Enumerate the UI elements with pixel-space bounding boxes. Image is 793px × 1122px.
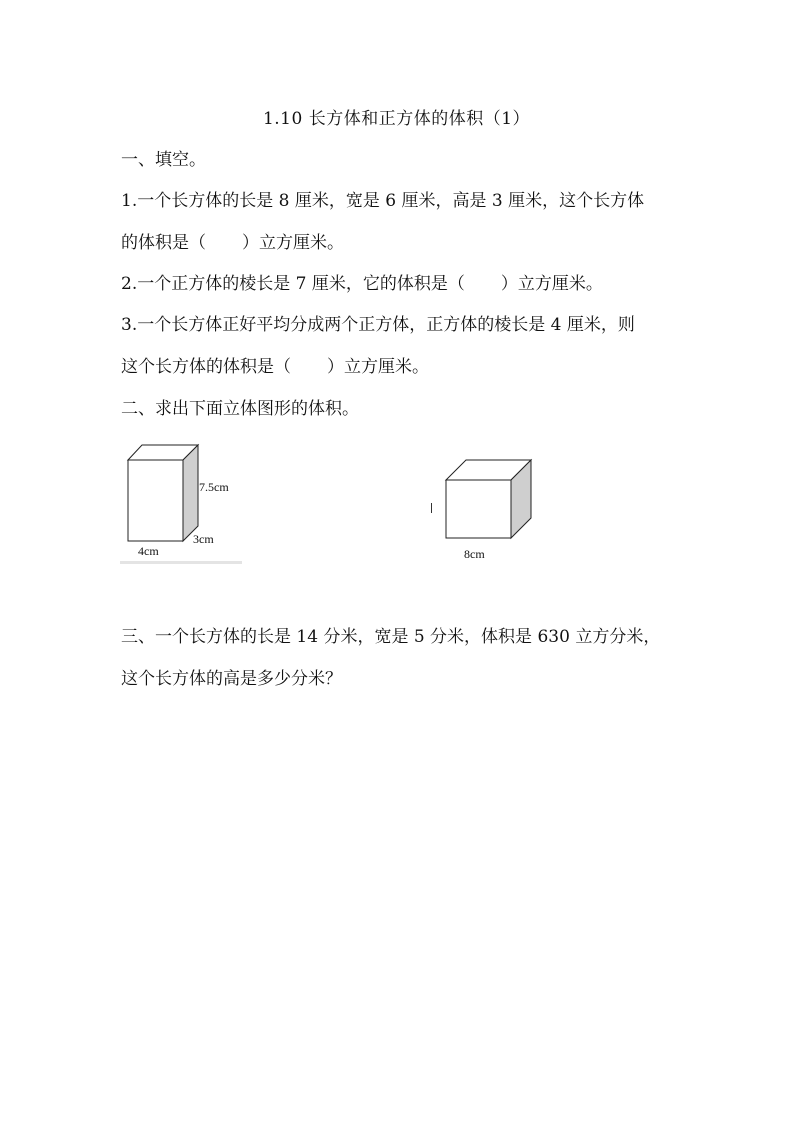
cube-edge-label: 8cm [464,547,485,561]
cuboid-side-face [183,445,198,541]
question2-line [121,273,603,295]
section2-heading: 二、求出下面立体图形的体积。 [121,399,359,419]
cube-figure [440,455,540,545]
cuboid-figure [120,440,250,560]
cuboid-width-label: 3cm [193,532,214,546]
section1-heading: 一、填空。 [121,150,206,170]
cube-edge-tick [431,503,432,513]
section3-line2: 这个长方体的高是多少分米？ [121,669,342,689]
question1-text-before-blank: 的体积是（ [121,233,206,253]
cuboid-height-label: 7.5cm [199,480,229,494]
cuboid-front-face [128,460,183,541]
figure-underline [120,561,242,564]
question3-line1: 3.一个长方体正好平均分成两个正方体，正方体的棱长是 4 厘米，则 [121,315,635,335]
question2-text-after-blank: ）立方厘米。 [500,274,603,294]
cube-front-face [446,480,511,538]
question3-text-before-blank: 这个长方体的体积是（ [121,357,291,377]
cuboid-length-label: 4cm [138,544,159,558]
question1-line2 [121,232,344,254]
question3-line2 [121,356,429,378]
question3-text-after-blank: ）立方厘米。 [327,357,429,377]
section3-line1: 三、一个长方体的长是 14 分米，宽是 5 分米，体积是 630 立方分米， [121,627,661,647]
question1-line1: 1.一个长方体的长是 8 厘米，宽是 6 厘米，高是 3 厘米，这个长方体 [121,191,645,211]
page-title: 1.10 长方体和正方体的体积（1） [262,109,531,129]
question1-text-after-blank: ）立方厘米。 [242,233,344,253]
question2-text-before-blank: 2.一个正方体的棱长是 7 厘米，它的体积是（ [121,274,465,294]
